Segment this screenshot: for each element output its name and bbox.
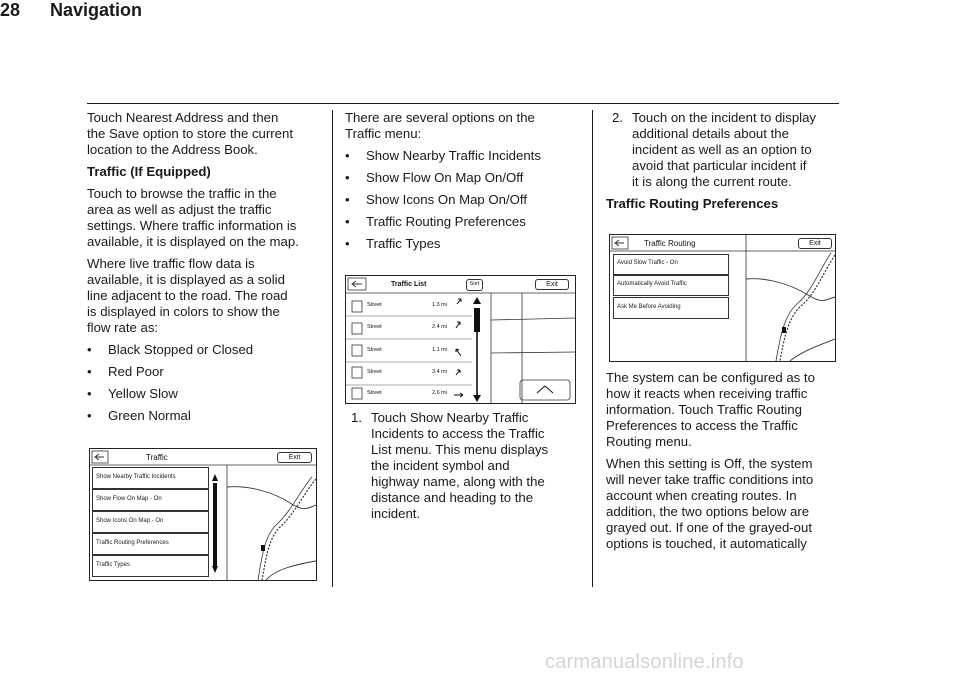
traffic-routing-figure — [609, 234, 836, 362]
list-item: • Black Stopped or Closed — [87, 342, 254, 357]
subheading-routing: Traffic Routing Preferences — [606, 196, 779, 211]
distance: 3.4 mi — [432, 369, 447, 375]
menu-item[interactable]: Show Flow On Map - On — [92, 489, 209, 511]
street-name[interactable]: Street — [367, 369, 382, 375]
street-name[interactable]: Street — [367, 324, 382, 330]
map-route — [780, 255, 835, 361]
paragraph: The system can be configured as to how it reacts when receiving traffic information. Touch Traffic Routing Preferences to access the Traffic Routing menu. — [606, 370, 815, 449]
vehicle-icon — [261, 545, 265, 551]
back-arrow-icon — [95, 454, 104, 460]
street-name[interactable]: Street — [367, 302, 382, 308]
traffic-menu-figure — [89, 448, 317, 581]
vehicle-icon — [782, 327, 786, 333]
list-item: • Red Poor — [87, 364, 164, 379]
list-item: • Show Nearby Traffic Incidents — [345, 148, 541, 163]
scrollbar-thumb — [474, 308, 480, 332]
column-divider-1 — [332, 110, 333, 587]
list-item: • Show Icons On Map On/Off — [345, 192, 528, 207]
map-route-edge — [776, 253, 831, 361]
menu-item[interactable]: Traffic Types — [92, 555, 209, 577]
collapse-button-frame — [520, 380, 570, 400]
heading-arrow-icon — [456, 370, 460, 375]
sort-button[interactable]: Sort — [466, 279, 483, 291]
column-2 — [345, 110, 585, 258]
distance: 2.4 mi — [432, 324, 447, 330]
column-3-lower — [606, 370, 846, 558]
menu-item[interactable]: Show Nearby Traffic Incidents — [92, 467, 209, 489]
scroll-down-icon — [212, 566, 218, 573]
menu-item[interactable]: Avoid Slow Traffic - On — [613, 254, 729, 275]
numbered-step: 1. Touch Show Nearby Traffic Incidents to access the Traffic List menu. This menu displays the incident symbol and highway name, along with the distance and heading to the incident. — [351, 410, 549, 521]
list-item: • Yellow Slow — [87, 386, 178, 401]
column-divider-2 — [592, 110, 593, 587]
street-name[interactable]: Street — [367, 390, 382, 396]
list-item: • Green Normal — [87, 408, 191, 423]
scroll-up-icon — [212, 474, 218, 481]
exit-button[interactable]: Exit — [535, 279, 569, 290]
menu-item[interactable]: Show Icons On Map - On — [92, 511, 209, 533]
distance: 1.3 mi — [432, 302, 447, 308]
header-rule — [87, 103, 839, 104]
list-item: • Show Flow On Map On/Off — [345, 170, 524, 185]
screen-title: Traffic List — [391, 281, 427, 288]
heading-arrow-icon — [456, 349, 461, 356]
street-name[interactable]: Street — [367, 347, 382, 353]
incident-icon — [352, 301, 362, 312]
paragraph: There are several options on the Traffic menu: — [345, 110, 535, 141]
paragraph: Touch to browse the traffic in the area as well as adjust the traffic settings. Where traffic information is available, it is displayed on the map. — [87, 186, 299, 249]
column-1 — [87, 110, 327, 430]
map-road — [790, 339, 835, 361]
traffic-list-figure — [345, 275, 576, 404]
incident-icon — [352, 345, 362, 356]
step-1 — [345, 410, 585, 528]
incident-icon — [352, 323, 362, 334]
exit-button[interactable]: Exit — [798, 238, 832, 249]
map-route-edge — [258, 477, 312, 580]
column-3 — [606, 110, 846, 218]
exit-button[interactable]: Exit — [277, 452, 312, 463]
map-road — [491, 318, 575, 320]
scroll-up-icon — [473, 297, 481, 304]
list-item: • Traffic Routing Preferences — [345, 214, 526, 229]
map-route — [262, 479, 316, 580]
distance: 2.6 mi — [432, 390, 447, 396]
subheading-traffic: Traffic (If Equipped) — [87, 164, 211, 179]
numbered-step: 2. Touch on the incident to display additional details about the incident as well as an option to avoid that particular incident if it is along the current route. — [612, 110, 817, 189]
chevron-up-icon — [537, 386, 553, 393]
screen-title: Traffic Routing — [644, 239, 696, 248]
map-road — [491, 352, 575, 353]
scrollbar-thumb — [213, 483, 217, 567]
map-road — [266, 561, 316, 580]
map-road — [746, 279, 835, 301]
back-arrow-icon — [615, 240, 624, 246]
menu-item[interactable]: Automatically Avoid Traffic — [613, 275, 729, 296]
incident-icon — [352, 388, 362, 399]
traffic-list-graphics — [346, 276, 575, 403]
heading-arrow-icon — [457, 299, 461, 304]
page-header — [0, 0, 752, 24]
scroll-down-icon — [473, 395, 481, 402]
screen-title: Traffic — [146, 453, 168, 462]
list-item: • Traffic Types — [345, 236, 441, 251]
back-arrow-icon — [352, 281, 362, 287]
distance: 1.1 mi — [432, 347, 447, 353]
menu-item[interactable]: Traffic Routing Preferences — [92, 533, 209, 555]
incident-icon — [352, 367, 362, 378]
page-number: 28 — [0, 0, 21, 20]
menu-item[interactable]: Ask Me Before Avoiding — [613, 297, 729, 319]
section-title: Navigation — [50, 0, 143, 20]
heading-arrow-icon — [456, 322, 460, 328]
heading-arrow-icon — [454, 393, 463, 397]
paragraph: Where live traffic flow data is available, it is displayed as a solid line adjacent to the road. The road is displayed in colors to show the flow rate as: — [87, 256, 288, 335]
paragraph: Touch Nearest Address and then the Save option to store the current location to the Address Book. — [87, 110, 293, 157]
paragraph: When this setting is Off, the system will never take traffic conditions into account when creating routes. In addition, the two options below are grayed out. If one of the grayed-out options is touched, it automatically — [606, 456, 814, 551]
watermark: carmanualsonline.info — [545, 651, 744, 673]
